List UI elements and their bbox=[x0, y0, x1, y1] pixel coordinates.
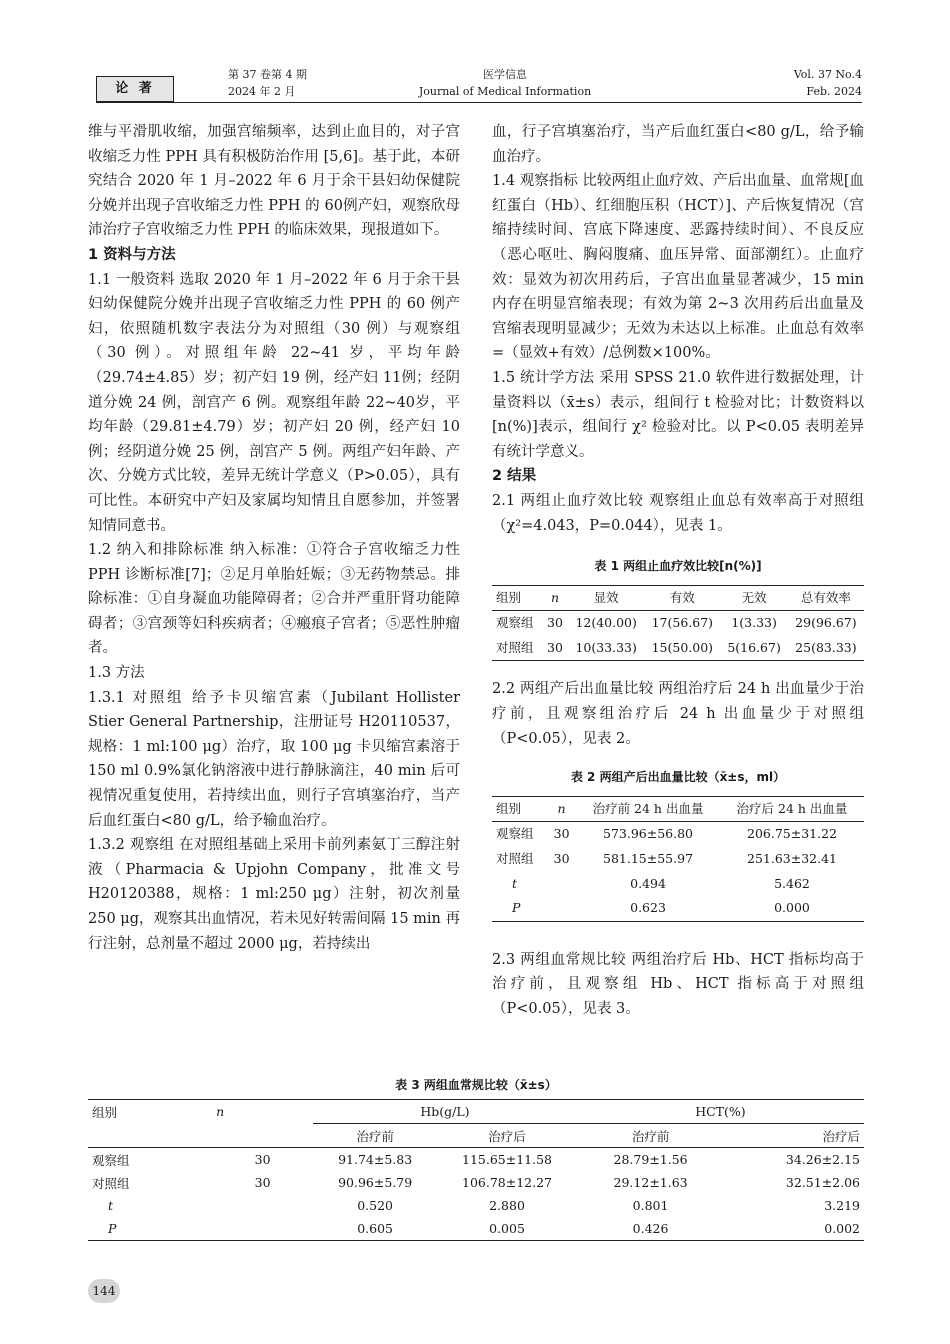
journal-name-cn: 医学信息 bbox=[483, 68, 527, 81]
table-cell: 0.005 bbox=[489, 1221, 525, 1236]
table-cell: 29.12±1.63 bbox=[613, 1175, 688, 1190]
table-cell: 0.623 bbox=[630, 900, 666, 916]
volume-en: Vol. 37 No.4 bbox=[793, 68, 862, 81]
table2-header-row bbox=[492, 796, 864, 822]
date-en: Feb. 2024 bbox=[806, 85, 862, 98]
table-cell: 29(96.67) bbox=[795, 615, 857, 631]
table1-header-cell: 显效 bbox=[593, 589, 619, 605]
table3-header-cell: Hb(g/L) bbox=[313, 1100, 577, 1124]
table-cell: 30 bbox=[547, 639, 563, 655]
table-cell: 573.96±56.80 bbox=[603, 826, 694, 842]
section-heading: 1 资料与方法 bbox=[88, 246, 176, 263]
table-cell: 0.000 bbox=[774, 900, 810, 916]
table3-header-cell: n bbox=[216, 1104, 225, 1120]
left-column bbox=[88, 120, 460, 956]
table3-block bbox=[88, 1076, 864, 1241]
table3-header-cell: HCT(%) bbox=[577, 1100, 864, 1124]
table-cell: 115.65±11.58 bbox=[462, 1152, 553, 1167]
table-cell: 12(40.00) bbox=[575, 615, 637, 631]
table-cell: 对照组 bbox=[496, 639, 534, 655]
journal-volume-en bbox=[794, 66, 862, 100]
table-row bbox=[492, 636, 864, 661]
table-cell: 30 bbox=[254, 1152, 271, 1167]
table1-header-cell: 总有效率 bbox=[800, 589, 851, 605]
table-cell: 206.75±31.22 bbox=[747, 826, 837, 842]
table-cell: 0.426 bbox=[632, 1221, 669, 1236]
table-cell: t bbox=[108, 1198, 114, 1213]
section-heading: 2 结果 bbox=[492, 468, 537, 485]
paragraph: 1.2 纳入和排除标准 纳入标准：①符合子宫收缩乏力性 PPH 诊断标准[7]；②足月单胎妊娠；③无药物禁忌。排除标准：①自身凝血功能障碍者；②合并严重肝肾功能障碍者；③宫颈等妇科疾病者；④瘢痕子宫者；⑤恶性肿瘤者。 bbox=[88, 542, 460, 657]
table-cell: 对照组 bbox=[92, 1175, 130, 1191]
table-cell: 251.63±32.41 bbox=[747, 851, 837, 867]
paragraph: 1.1 一般资料 选取 2020 年 1 月–2022 年 6 月于余干县妇幼保健院分娩并出现子宫收缩乏力性 PPH 的 60 例产妇，依照随机数字表法分为对照组（30 例）与观察组（30 例）。对照组年龄 22~41 岁，平均年龄（29.74±4.85）岁；初产妇 19 例，经产妇 11例；经阴道分娩 24 例，剖宫产 6 例。观察组年龄 22~40岁，平均年龄（29.81±4.79）岁；初产妇 20 例，经产妇 10 例；经阴道分娩 25 例，剖宫产 5 例。两组产妇年龄、产次、分娩方式比较，差异无统计学意义（P>0.05），具有可比性。本研究中产妇及家属均知情且自愿参加，并签署知情同意书。 bbox=[88, 271, 460, 534]
table3-header-cell: 组别 bbox=[92, 1104, 118, 1120]
table2-header-cell: 治疗后 24 h 出血量 bbox=[736, 800, 848, 816]
table-cell bbox=[547, 872, 576, 897]
table1-caption: 表 1 两组止血疗效比较[n(%)] bbox=[594, 559, 762, 574]
paragraph: 1.3.1 对照组 给予卡贝缩宫素（Jubilant Hollister Stier General Partnership，注册证号 H20110537，规格：1 ml:100 μg）治疗，取 100 μg 卡贝缩宫素溶于 150 ml 0.9%氯化钠溶液中进行静脉滴注，40 min 后可视情况重复使用，若持续出血，则行子宫填塞治疗，当产后血红蛋白<80 g/L，给予输血治疗。 bbox=[88, 689, 460, 829]
table2-header-cell: 组别 bbox=[496, 800, 522, 816]
journal-name-en: Journal of Medical Information bbox=[418, 85, 592, 98]
table-cell bbox=[547, 896, 576, 921]
table-row bbox=[492, 896, 864, 921]
table-cell: 15(50.00) bbox=[651, 639, 714, 655]
table-cell: 0.494 bbox=[630, 875, 666, 891]
table3-subheader-cell: 治疗前 bbox=[356, 1128, 394, 1144]
table-cell: 1(3.33) bbox=[731, 615, 777, 631]
table-row bbox=[88, 1148, 864, 1172]
table-cell: 17(56.67) bbox=[651, 615, 714, 631]
table3-header-row bbox=[88, 1100, 864, 1124]
table-cell bbox=[212, 1217, 313, 1241]
issue-date: 2024 年 2 月 bbox=[228, 85, 296, 98]
table1-header-cell: 有效 bbox=[669, 589, 695, 605]
table3-subheader-cell: 治疗前 bbox=[631, 1128, 670, 1144]
table-cell: 30 bbox=[553, 826, 570, 842]
paragraph: 2.1 两组止血疗效比较 观察组止血总有效率高于对照组（χ²=4.043，P=0.044），见表 1。 bbox=[492, 492, 864, 534]
table-cell: 2.880 bbox=[489, 1198, 525, 1213]
volume-issue: 第 37 卷第 4 期 bbox=[228, 68, 307, 81]
table-cell: 观察组 bbox=[496, 615, 534, 631]
table-cell: 3.219 bbox=[824, 1198, 860, 1213]
table-cell: 5.462 bbox=[774, 875, 810, 891]
table-cell: 32.51±2.06 bbox=[785, 1175, 860, 1190]
table-cell: 10(33.33) bbox=[575, 639, 637, 655]
journal-issue bbox=[228, 66, 307, 100]
table3-caption: 表 3 两组血常规比较（x̄±s） bbox=[395, 1078, 557, 1092]
paragraph: 1.4 观察指标 比较两组止血疗效、产后出血量、血常规[血红蛋白（Hb）、红细胞压积（HCT）]、产后恢复情况（宫缩持续时间、宫底下降速度、恶露持续时间）、不良反应（恶心呕吐、胸闷腹痛、血压异常、面部潮红）。止血疗效：显效为初次用药后，子宫出血量显著减少，15 min 内存在明显宫缩表现；有效为第 2~3 次用药后出血量及宫缩表现明显减少；无效为未达以上标准。止血总有效率=（显效+有效）/总例数×100%。 bbox=[492, 173, 864, 362]
page-number: 144 bbox=[88, 1279, 120, 1303]
table1-header-cell: 组别 bbox=[496, 589, 522, 605]
table-cell: 0.605 bbox=[357, 1221, 393, 1236]
section-tag: 论 著 bbox=[96, 76, 174, 102]
table3-subheader-cell: 治疗后 bbox=[822, 1128, 860, 1144]
table-row bbox=[492, 611, 864, 636]
table-row bbox=[88, 1194, 864, 1217]
table-row bbox=[88, 1171, 864, 1194]
paragraph: 1.3 方法 bbox=[88, 665, 145, 682]
table-cell: 581.15±55.97 bbox=[603, 851, 694, 867]
table3 bbox=[88, 1099, 864, 1241]
para-2-3: 2.3 两组血常规比较 两组治疗后 Hb、HCT 指标均高于治疗前，且观察组 Hb、HCT 指标高于对照组（P<0.05），见表 3。 bbox=[492, 951, 864, 1017]
table1 bbox=[492, 585, 864, 662]
table-row bbox=[492, 822, 864, 847]
table-cell: 30 bbox=[547, 615, 563, 631]
table-cell: 25(83.33) bbox=[795, 639, 857, 655]
table-cell: 30 bbox=[553, 851, 570, 867]
journal-name bbox=[380, 66, 630, 100]
table-cell: 30 bbox=[254, 1175, 271, 1190]
table-cell: 28.79±1.56 bbox=[613, 1152, 688, 1167]
paragraph: 血，行子宫填塞治疗，当产后血红蛋白<80 g/L，给予输血治疗。 bbox=[492, 124, 864, 165]
table1-header-cell: n bbox=[550, 589, 560, 605]
right-column-text bbox=[492, 120, 864, 538]
table2-caption: 表 2 两组产后出血量比较（x̄±s，ml） bbox=[570, 770, 786, 785]
table3-subheader-cell: 治疗后 bbox=[488, 1128, 526, 1144]
table2 bbox=[492, 796, 864, 922]
table-cell: 对照组 bbox=[496, 851, 534, 867]
table3-subheader-row bbox=[88, 1124, 864, 1148]
para-2-2: 2.2 两组产后出血量比较 两组治疗后 24 h 出血量少于治疗前，且观察组治疗后 24 h 出血量少于对照组（P<0.05），见表 2。 bbox=[492, 681, 864, 747]
table-row bbox=[88, 1217, 864, 1241]
paragraph: 1.3.2 观察组 在对照组基础上采用卡前列素氨丁三醇注射液（Pharmacia & Upjohn Company，批准文号 H20120388，规格：1 ml:250 μg）注射，初次剂量 250 μg，观察其出血情况，若未见好转需间隔 15 min 再行注射，总剂量不超过 2000 μg，若持续出 bbox=[88, 837, 460, 952]
table1-header-row bbox=[492, 585, 864, 611]
table-cell: 34.26±2.15 bbox=[785, 1152, 860, 1167]
table1-header-cell: 无效 bbox=[741, 589, 767, 605]
table-row bbox=[492, 872, 864, 897]
table-cell bbox=[212, 1194, 313, 1217]
table2-header-cell: 治疗前 24 h 出血量 bbox=[592, 800, 704, 816]
table-row bbox=[492, 847, 864, 872]
table-cell: 91.74±5.83 bbox=[338, 1152, 413, 1167]
table-cell: 0.002 bbox=[824, 1221, 860, 1236]
header-rule bbox=[96, 102, 862, 103]
table-cell: P bbox=[108, 1221, 117, 1236]
table-cell: t bbox=[512, 875, 518, 891]
table-cell: 观察组 bbox=[496, 826, 534, 842]
table-cell: P bbox=[512, 900, 521, 916]
table-cell: 90.96±5.79 bbox=[338, 1175, 413, 1190]
table-cell: 观察组 bbox=[92, 1152, 130, 1168]
table-cell: 0.520 bbox=[357, 1198, 393, 1213]
right-column bbox=[492, 120, 864, 1022]
table-cell: 5(16.67) bbox=[727, 639, 781, 655]
table-cell: 0.801 bbox=[632, 1198, 669, 1213]
paragraph: 维与平滑肌收缩，加强宫缩频率，达到止血目的，对子宫收缩乏力性 PPH 具有积极防治作用 [5,6]。基于此，本研究结合 2020 年 1 月–2022 年 6 月于余干县妇幼保健院分娩并出现子宫收缩乏力性 PPH 的 60例产妇，观察欣母沛治疗子宫收缩乏力性 PPH 的临床效果，现报道如下。 bbox=[88, 124, 460, 239]
paragraph: 1.5 统计学方法 采用 SPSS 21.0 软件进行数据处理，计量资料以（x̄±s）表示，组间行 t 检验对比；计数资料以[n(%)]表示，组间行 χ² 检验对比。以 P<0.05 表明差异有统计学意义。 bbox=[492, 369, 864, 460]
table2-header-cell: n bbox=[557, 800, 566, 816]
table-cell: 106.78±12.27 bbox=[462, 1175, 553, 1190]
